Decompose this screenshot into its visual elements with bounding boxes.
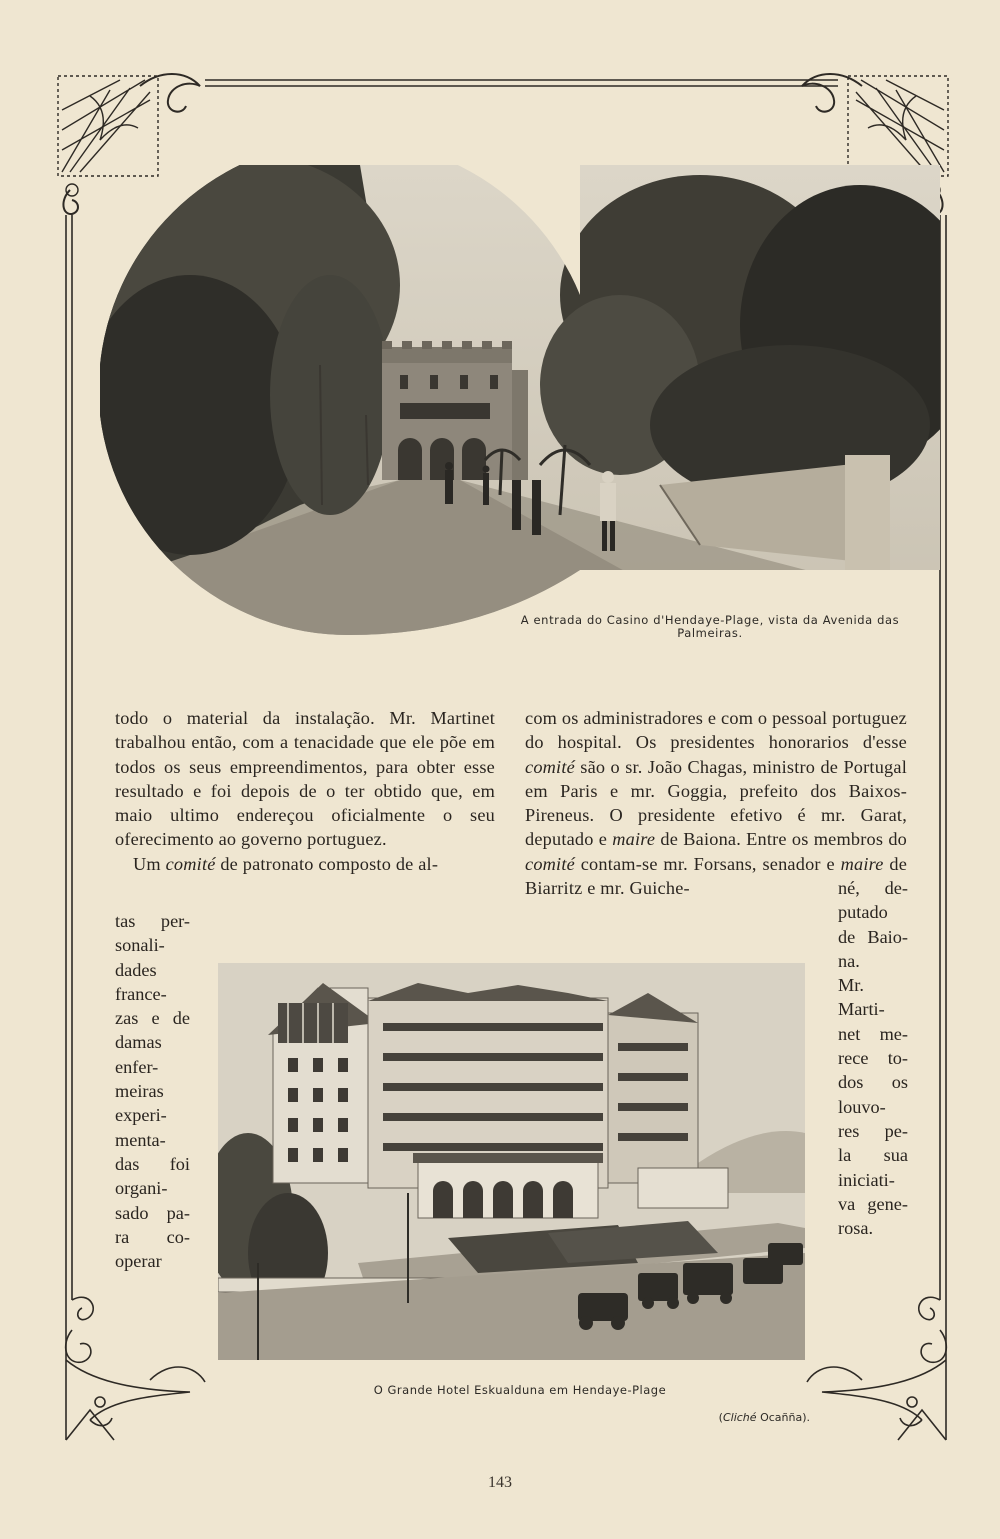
narrow-line: menta- xyxy=(115,1129,166,1150)
corner-ornament-bottom-left xyxy=(66,1297,205,1440)
narrow-line: organi- xyxy=(115,1178,168,1199)
narrow-line: Mr. xyxy=(838,975,864,996)
narrow-line: rece to- xyxy=(838,1048,908,1069)
narrow-line: dades xyxy=(115,959,157,980)
photo-credit: (Cliché Ocañña). xyxy=(718,1411,810,1424)
right-narrow-text xyxy=(838,876,908,1240)
narrow-line: das foi xyxy=(115,1153,190,1174)
narrow-line: né, de- xyxy=(838,878,908,898)
bottom-photo-caption: O Grande Hotel Eskualduna em Hendaye-Plage xyxy=(373,1383,667,1397)
narrow-line: Marti- xyxy=(838,999,885,1020)
narrow-line: meiras xyxy=(115,1081,164,1102)
narrow-line: ra co- xyxy=(115,1226,190,1247)
narrow-line: operar xyxy=(115,1251,162,1272)
narrow-line: zas e de xyxy=(115,1008,190,1029)
narrow-line: sado pa- xyxy=(115,1202,190,1223)
narrow-line: louvo- xyxy=(838,1096,886,1117)
narrow-line: rosa. xyxy=(838,1218,874,1239)
right-paragraph: com os administradores e com o pessoal portuguez do hospital. Os presidentes honorarios d'esse comité são o sr. João Chagas, ministro de Portugal em Paris e mr. Goggia, prefeito dos Baixos-Pireneus. O presidente efetivo é mr. Garat, deputado e maire de Baiona. Entre os membros do comité contam-se mr. Forsans, senador e maire de Biarritz e mr. Guiche- xyxy=(525,708,908,899)
corner-ornament-bottom-right xyxy=(807,1297,946,1440)
narrow-line: de Baio- xyxy=(838,926,908,947)
casino-entrance-photo xyxy=(100,165,940,635)
left-paragraph-1: todo o material da instalação. Mr. Martinet trabalhou então, com a tenacidade que ele põe em todos os seus empreendimentos, para obter esse resultado e foi depois de o ter obtido que, em maio ultimo endereçou oficialmente o seu oferecimento ao governo portuguez. xyxy=(115,708,495,850)
narrow-line: sonali- xyxy=(115,935,165,956)
narrow-line: experi- xyxy=(115,1105,167,1126)
narrow-line: france- xyxy=(115,983,167,1004)
top-photo-caption: A entrada do Casino d'Hendaye-Plage, vista da Avenida das Palmeiras. xyxy=(520,613,900,640)
narrow-line: va gene- xyxy=(838,1193,908,1214)
narrow-line: tas per- xyxy=(115,911,190,931)
left-paragraph-2: Um comité de patronato composto de al- xyxy=(133,853,439,874)
narrow-line: putado xyxy=(838,902,888,923)
narrow-line: enfer- xyxy=(115,1056,159,1077)
left-text-column xyxy=(115,706,495,876)
page-number: 143 xyxy=(488,1474,512,1491)
left-narrow-text xyxy=(115,909,190,1273)
narrow-line: iniciati- xyxy=(838,1169,895,1190)
grand-hotel-photo xyxy=(218,963,805,1360)
narrow-line: la sua xyxy=(838,1145,908,1166)
right-text-column xyxy=(525,706,907,900)
narrow-line: na. xyxy=(838,950,860,971)
narrow-line: damas xyxy=(115,1032,162,1053)
narrow-line: dos os xyxy=(838,1072,908,1093)
narrow-line: net me- xyxy=(838,1023,908,1044)
narrow-line: res pe- xyxy=(838,1120,908,1141)
